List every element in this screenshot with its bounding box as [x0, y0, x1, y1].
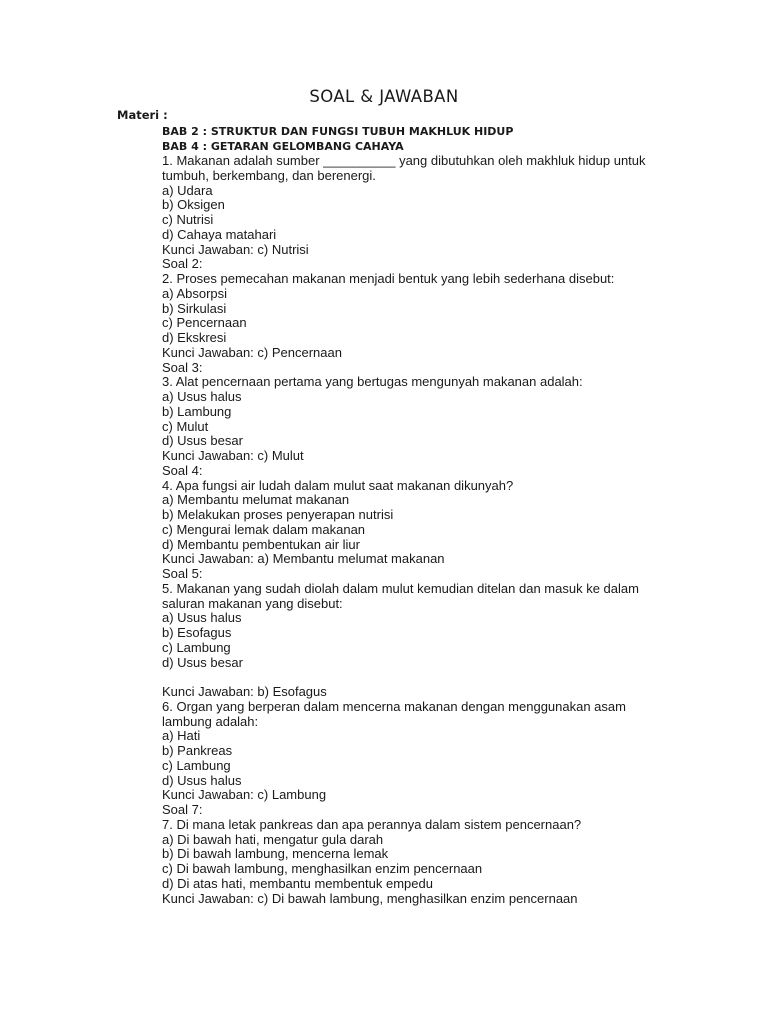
- answer-option: a) Membantu melumat makanan: [162, 492, 350, 508]
- answer-option: b) Esofagus: [162, 625, 232, 640]
- answer-option: a) Udara: [162, 182, 213, 198]
- answer-option: c) Nutrisi: [162, 212, 214, 227]
- answer-key: Kunci Jawaban: c) Lambung: [162, 787, 327, 803]
- answer-option: c) Di bawah lambung, menghasilkan enzim pencernaan: [162, 861, 483, 876]
- question-text: 2. Proses pemecahan makanan menjadi bentuk yang lebih sederhana disebut:: [162, 271, 615, 286]
- question-label: Soal 4:: [162, 462, 203, 478]
- text-line: lambung adalah:: [162, 713, 259, 729]
- question-text: 4. Apa fungsi air ludah dalam mulut saat makanan dikunyah?: [162, 477, 514, 493]
- answer-option: b) Sirkulasi: [162, 300, 227, 316]
- answer-option: d) Ekskresi: [162, 330, 227, 345]
- question-label: Soal 3:: [162, 359, 203, 375]
- answer-option: d) Membantu pembentukan air liur: [162, 536, 360, 552]
- text-line: tumbuh, berkembang, dan berenergi.: [162, 167, 376, 183]
- answer-option: b) Melakukan proses penyerapan nutrisi: [162, 507, 394, 522]
- answer-option: a) Absorpsi: [162, 285, 228, 301]
- materi-label: Materi :: [117, 108, 168, 122]
- answer-key: Kunci Jawaban: c) Pencernaan: [162, 344, 342, 360]
- answer-option: b) Oksigen: [162, 197, 225, 213]
- question-text: 7. Di mana letak pankreas dan apa perannya dalam sistem pencernaan?: [162, 816, 582, 832]
- answer-key: Kunci Jawaban: c) Nutrisi: [162, 241, 309, 257]
- answer-option: a) Hati: [162, 728, 201, 744]
- question-text: 5. Makanan yang sudah diolah dalam mulut kemudian ditelan dan masuk ke dalam: [162, 580, 639, 596]
- question-label: Soal 7:: [162, 802, 203, 817]
- answer-option: d) Cahaya matahari: [162, 226, 277, 242]
- question-text: 3. Alat pencernaan pertama yang bertugas mengunyah makanan adalah:: [162, 374, 583, 390]
- question-label: Soal 2:: [162, 256, 203, 272]
- answer-option: c) Pencernaan: [162, 315, 247, 331]
- answer-option: a) Usus halus: [162, 389, 242, 404]
- question-list: [162, 154, 682, 906]
- page-title: SOAL & JAWABAN: [309, 87, 459, 106]
- text-line: saluran makanan yang disebut:: [162, 595, 343, 611]
- question-text: 6. Organ yang berperan dalam mencerna makanan dengan menggunakan asam: [162, 698, 626, 714]
- answer-option: d) Di atas hati, membantu membentuk empedu: [162, 875, 433, 891]
- answer-key: Kunci Jawaban: c) Di bawah lambung, menghasilkan enzim pencernaan: [162, 890, 578, 906]
- answer-option: a) Usus halus: [162, 610, 242, 626]
- answer-option: b) Pankreas: [162, 743, 233, 758]
- question-label: Soal 5:: [162, 566, 203, 581]
- chapter-heading: BAB 4 : GETARAN GELOMBANG CAHAYA: [162, 140, 404, 153]
- answer-option: c) Lambung: [162, 757, 231, 773]
- answer-key: Kunci Jawaban: a) Membantu melumat makanan: [162, 551, 445, 567]
- answer-option: b) Di bawah lambung, mencerna lemak: [162, 846, 389, 862]
- answer-option: c) Mulut: [162, 418, 209, 434]
- document-body: [162, 124, 682, 906]
- answer-option: d) Usus besar: [162, 433, 243, 449]
- answer-option: c) Mengurai lemak dalam makanan: [162, 521, 366, 537]
- answer-option: b) Lambung: [162, 403, 232, 419]
- chapter-heading: BAB 2 : STRUKTUR DAN FUNGSI TUBUH MAKHLUK HIDUP: [162, 125, 514, 138]
- answer-option: c) Lambung: [162, 639, 231, 655]
- answer-key: Kunci Jawaban: c) Mulut: [162, 448, 304, 463]
- question-text: 1. Makanan adalah sumber __________ yang dibutuhkan oleh makhluk hidup untuk: [162, 153, 646, 168]
- answer-option: d) Usus halus: [162, 772, 242, 788]
- answer-option: a) Di bawah hati, mengatur gula darah: [162, 831, 384, 847]
- answer-key: Kunci Jawaban: b) Esofagus: [162, 684, 327, 699]
- blank-line: [162, 670, 682, 685]
- answer-option: d) Usus besar: [162, 654, 243, 670]
